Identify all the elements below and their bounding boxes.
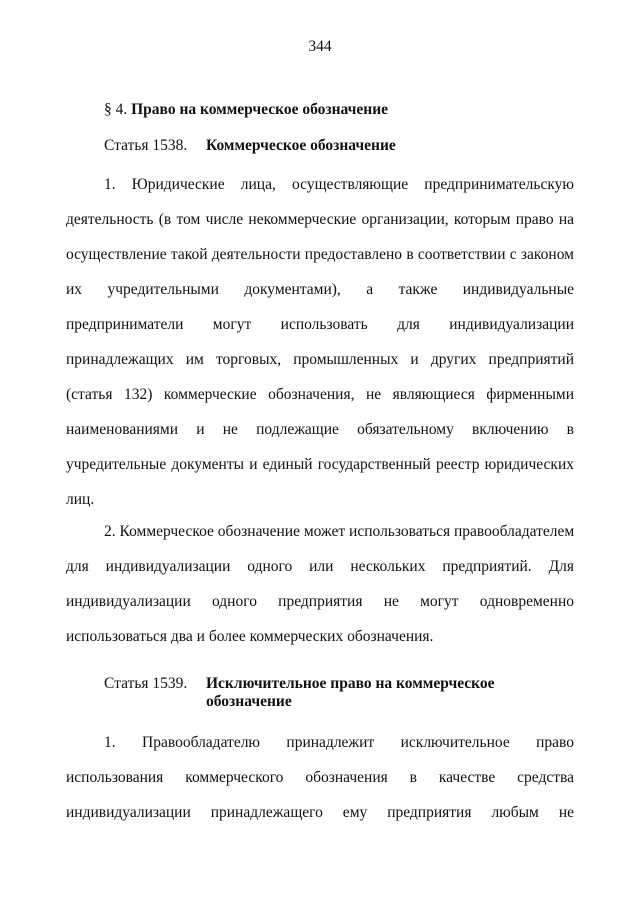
- article-title-line: Исключительное право на коммерческое: [206, 675, 495, 692]
- article-number: Статья 1539.: [104, 675, 188, 692]
- article-1538-heading: [104, 137, 396, 155]
- text-line: учредительные документы и единый государственный реестр юридических: [66, 456, 574, 473]
- article-title-line: обозначение: [206, 693, 292, 710]
- text-line: 1. Правообладателю принадлежит исключительное право: [104, 734, 574, 751]
- text-line: 1. Юридические лица, осуществляющие предпринимательскую: [104, 176, 574, 193]
- page-number: 344: [308, 38, 332, 55]
- section-heading: [104, 101, 388, 119]
- text-line: наименованиями и не подлежащие обязательному включению в: [66, 421, 574, 438]
- section-title: Право на коммерческое обозначение: [131, 101, 389, 118]
- article-1539-heading: [104, 675, 506, 711]
- article-title: [206, 675, 506, 711]
- article-1538-paragraph-2: [66, 514, 574, 654]
- text-line: осуществление такой деятельности предоставлено в соответствии с законом: [66, 246, 574, 263]
- text-line: принадлежащих им торговых, промышленных и других предприятий: [66, 351, 574, 368]
- text-line: индивидуализации принадлежащего ему предприятия любым не: [66, 804, 574, 821]
- text-line: 2. Коммерческое обозначение может использоваться правообладателем: [104, 523, 575, 540]
- article-1539-paragraph-1: [66, 725, 574, 830]
- text-line: (статья 132) коммерческие обозначения, не являющиеся фирменными: [66, 386, 574, 403]
- text-line: использования коммерческого обозначения в качестве средства: [66, 769, 574, 786]
- text-line: их учредительными документами), а также индивидуальные: [66, 281, 574, 298]
- text-line: для индивидуализации одного или нескольких предприятий. Для: [66, 558, 574, 575]
- text-line: деятельность (в том числе некоммерческие организации, которым право на: [66, 211, 574, 228]
- section-label: § 4.: [104, 101, 128, 118]
- text-line: индивидуализации одного предприятия не могут одновременно: [66, 593, 574, 610]
- text-line: лиц.: [66, 491, 95, 508]
- article-title: Коммерческое обозначение: [206, 137, 396, 154]
- text-line: предприниматели могут использовать для индивидуализации: [66, 316, 574, 333]
- text-line: использоваться два и более коммерческих обозначения.: [66, 628, 434, 645]
- article-number: Статья 1538.: [104, 137, 188, 154]
- article-1538-paragraph-1: [66, 167, 574, 517]
